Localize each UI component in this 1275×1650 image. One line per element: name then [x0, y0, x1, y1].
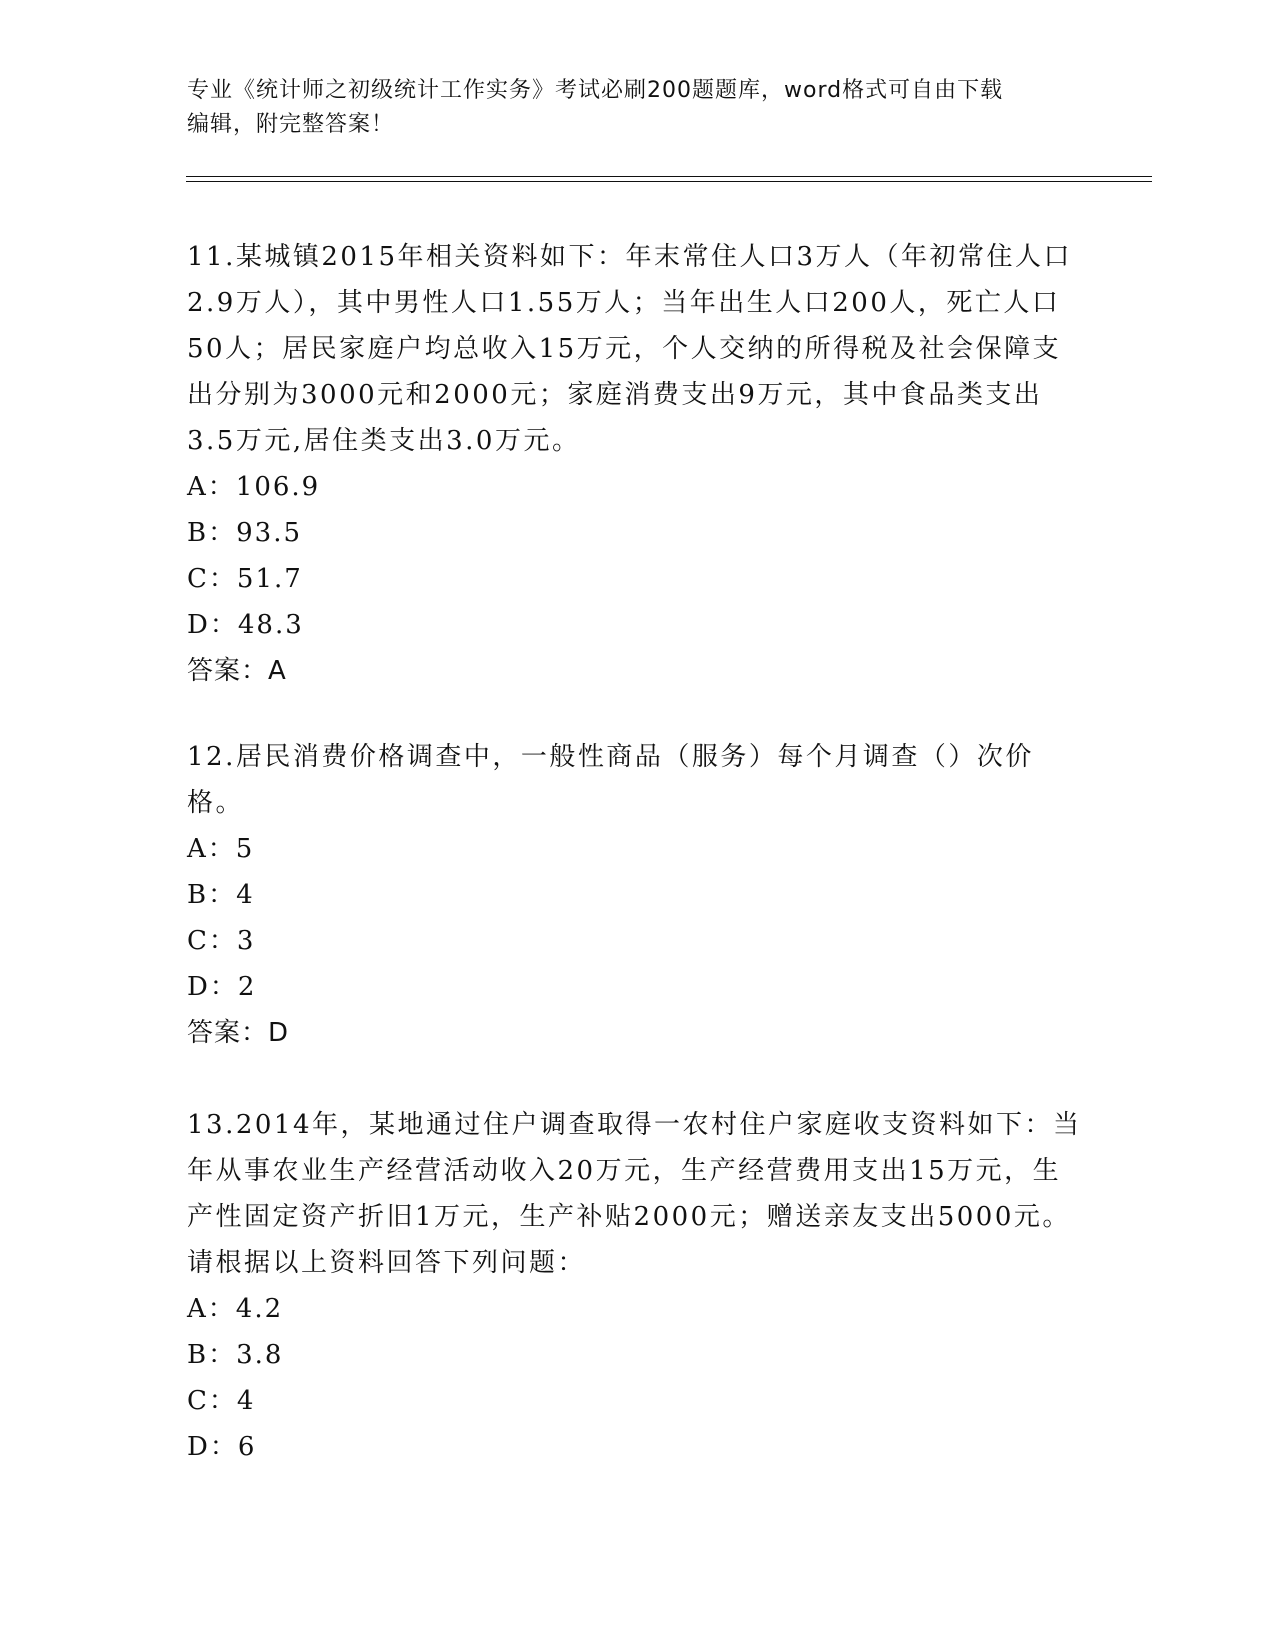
question-stem: 12.居民消费价格调查中，一般性商品（服务）每个月调查（）次价格。: [187, 742, 1034, 818]
question-11: [187, 234, 1087, 694]
header-line-1: 专业《统计师之初级统计工作实务》考试必刷200题题库，word格式可自由下载: [187, 78, 1004, 103]
option-label: C：: [187, 926, 237, 956]
question-stem: 13.2014年，某地通过住户调查取得一农村住户家庭收支资料如下：当年从事农业生产经营活动收入20万元，生产经营费用支出15万元，生产性固定资产折旧1万元，生产补贴2000元；赠送亲友支出5000元。请根据以上资料回答下列问题：: [187, 1110, 1082, 1278]
header-line-2: 编辑，附完整答案！: [187, 112, 395, 137]
option-text: 51.7: [236, 564, 303, 594]
option-label: B：: [187, 518, 237, 548]
option-c: [187, 556, 1087, 602]
option-label: D：: [187, 972, 238, 1002]
option-text: 6: [237, 1432, 257, 1462]
option-text: 4.2: [235, 1294, 284, 1324]
option-c: [187, 1378, 1087, 1424]
option-a: [187, 1286, 1087, 1332]
option-a: [187, 826, 1087, 872]
option-a: [187, 464, 1087, 510]
option-d: [187, 964, 1087, 1010]
option-text: 4: [236, 880, 255, 910]
option-b: [187, 872, 1087, 918]
option-text: 3: [236, 926, 256, 956]
option-text: 4: [236, 1386, 256, 1416]
answer-line: 答案：D: [187, 1018, 290, 1048]
option-text: 93.5: [236, 518, 302, 548]
option-label: D：: [187, 610, 238, 640]
question-12: [187, 734, 1087, 1056]
option-label: B：: [187, 1340, 237, 1370]
option-label: D：: [187, 1432, 238, 1462]
option-d: [187, 1424, 1087, 1470]
option-text: 48.3: [237, 610, 304, 640]
option-text: 106.9: [235, 472, 321, 502]
option-label: C：: [187, 564, 237, 594]
header-rule-bottom: [186, 181, 1152, 182]
option-label: B：: [187, 880, 237, 910]
answer-line: 答案：A: [187, 656, 287, 686]
option-label: C：: [187, 1386, 237, 1416]
option-label: A：: [187, 1294, 236, 1324]
header-rule-top: [186, 176, 1152, 177]
document-header: [187, 74, 1087, 142]
option-label: A：: [187, 834, 236, 864]
option-c: [187, 918, 1087, 964]
question-13: [187, 1102, 1087, 1470]
option-label: A：: [187, 472, 236, 502]
option-text: 2: [237, 972, 257, 1002]
option-b: [187, 510, 1087, 556]
option-d: [187, 602, 1087, 648]
option-text: 3.8: [236, 1340, 284, 1370]
question-stem: 11.某城镇2015年相关资料如下：年末常住人口3万人（年初常住人口2.9万人），其中男性人口1.55万人；当年出生人口200人，死亡人口50人；居民家庭户均总收入15万元，个人交纳的所得税及社会保障支出分别为3000元和2000元；家庭消费支出9万元，其中食品类支出3.5万元,居住类支出3.0万元。: [187, 242, 1073, 456]
option-b: [187, 1332, 1087, 1378]
option-text: 5: [235, 834, 255, 864]
